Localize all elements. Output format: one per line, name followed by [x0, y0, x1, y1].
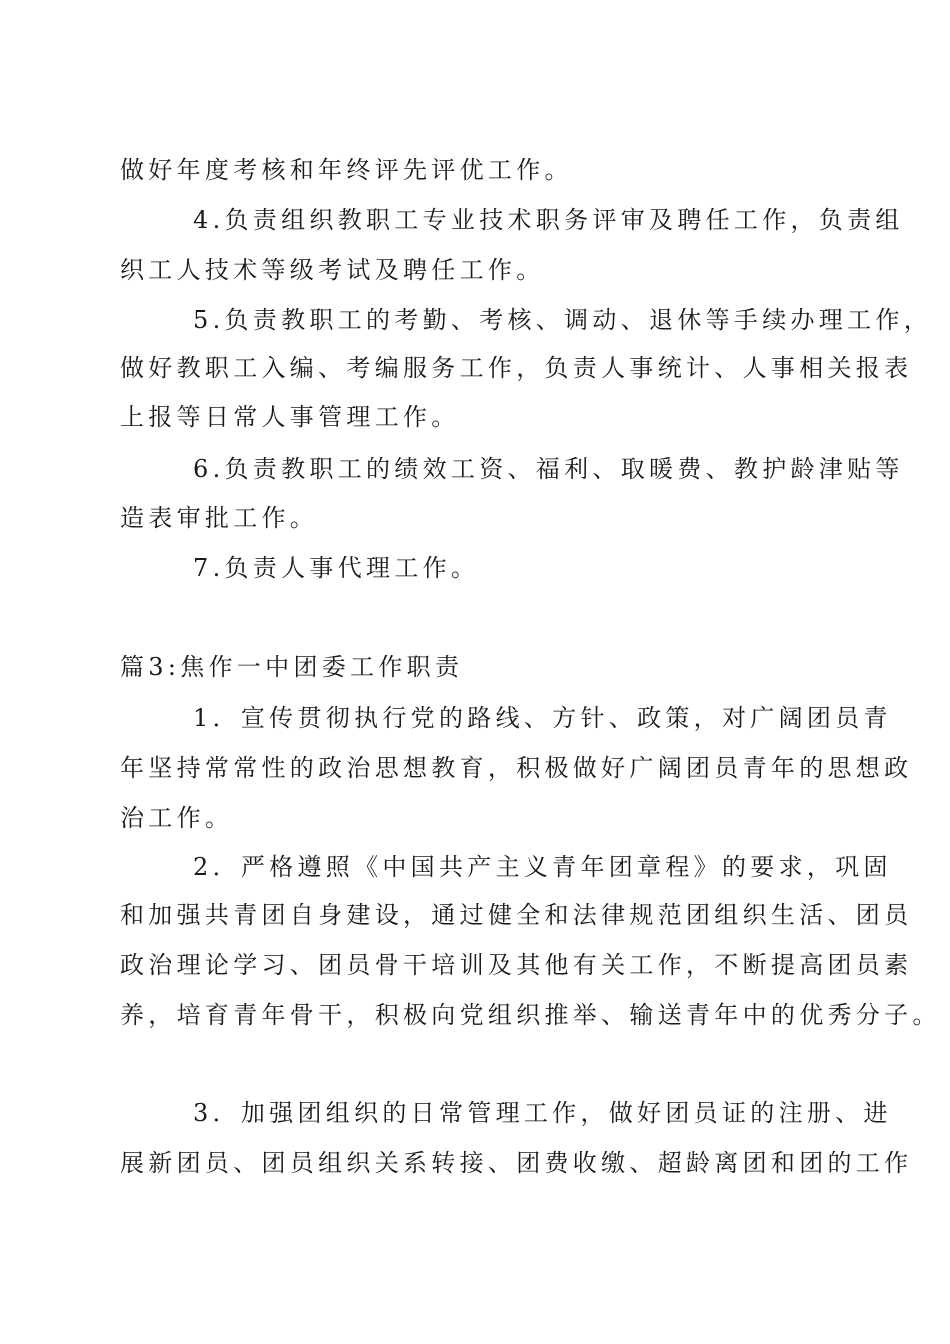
text-line: 造表审批工作。: [120, 504, 319, 532]
text-line: 展新团员、团员组织关系转接、团费收缴、超龄离团和团的工作: [120, 1149, 913, 1177]
text-line: 做好年度考核和年终评先评优工作。: [120, 156, 573, 184]
text-line: 治工作。: [120, 804, 234, 832]
list-item-3: 3．加强团组织的日常管理工作，做好团员证的注册、进: [193, 1099, 892, 1127]
text-line: 织工人技术等级考试及聘任工作。: [120, 256, 545, 284]
text-line: 年坚持常常性的政治思想教育，积极做好广阔团员青年的思想政: [120, 754, 913, 782]
section-heading: 篇3:焦作一中团委工作职责: [120, 653, 464, 681]
text-line: 上报等日常人事管理工作。: [120, 403, 460, 431]
list-item-7: 7.负责人事代理工作。: [193, 554, 480, 582]
text-line: 政治理论学习、团员骨干培训及其他有关工作，不断提高团员素: [120, 951, 913, 979]
text-line: 和加强共青团自身建设，通过健全和法律规范团组织生活、团员: [120, 901, 913, 929]
list-item-4: 4.负责组织教职工专业技术职务评审及聘任工作，负责组: [193, 206, 904, 234]
text-line: 做好教职工入编、考编服务工作，负责人事统计、人事相关报表: [120, 354, 913, 382]
list-item-1: 1．宣传贯彻执行党的路线、方针、政策，对广阔团员青: [193, 704, 892, 732]
list-item-5: 5.负责教职工的考勤、考核、调动、退休等手续办理工作，: [193, 306, 932, 334]
text-line: 养，培育青年骨干，积极向党组织推举、输送青年中的优秀分子。: [120, 1001, 941, 1029]
list-item-2: 2．严格遵照《中国共产主义青年团章程》的要求，巩固: [193, 853, 892, 881]
list-item-6: 6.负责教职工的绩效工资、福利、取暖费、教护龄津贴等: [193, 455, 904, 483]
